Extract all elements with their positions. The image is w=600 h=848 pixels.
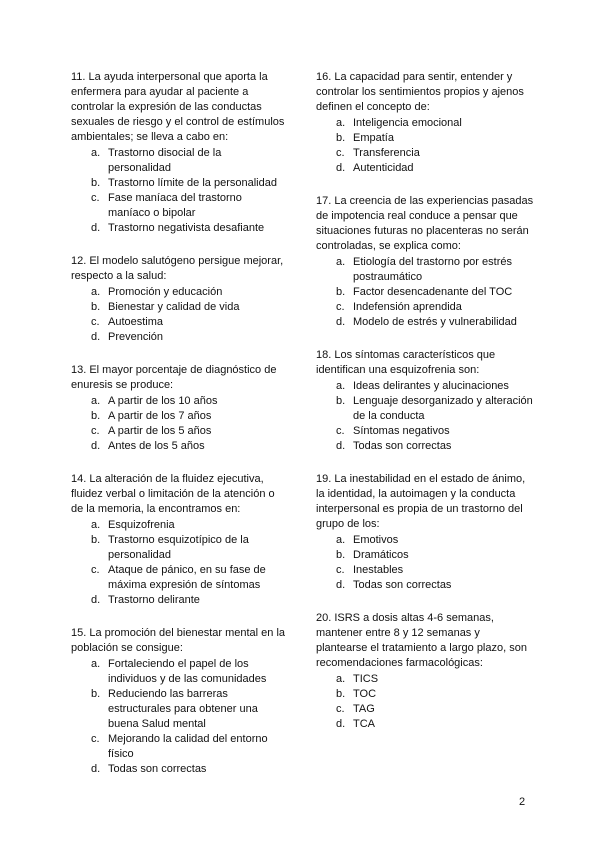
question-text: 16. La capacidad para sentir, entender y controlar los sentimientos propios y ajenos definen el concepto de:	[316, 71, 524, 113]
option-letter: a.	[91, 519, 101, 531]
question-text: 17. La creencia de las experiencias pasadas de impotencia real conduce a pensar que situaciones futuras no placenteras no serán controladas, se explica como:	[316, 195, 534, 252]
page-number: 2	[519, 796, 526, 808]
option-letter: a.	[91, 395, 101, 407]
question-text: 15. La promoción del bienestar mental en la población se consigue:	[71, 627, 286, 654]
option-letter: c.	[336, 147, 345, 159]
option-text: Lenguaje desorganizado y alteración de la conducta	[353, 395, 533, 422]
option-letter: d.	[336, 162, 346, 174]
option-text: Mejorando la calidad del entorno físico	[108, 733, 268, 760]
answer-option	[91, 657, 286, 687]
option-text: Esquizofrenia	[108, 519, 175, 531]
answer-option	[336, 116, 534, 131]
option-list	[316, 379, 534, 454]
option-letter: d.	[91, 331, 101, 343]
answer-option	[336, 672, 534, 687]
answer-option	[91, 300, 286, 315]
question-text: 19. La inestabilidad en el estado de ánimo, la identidad, la autoimagen y la conducta interpersonal es propia de un trastorno del grupo de los:	[316, 473, 526, 530]
option-list	[316, 672, 534, 732]
option-letter: d.	[91, 763, 101, 775]
option-letter: b.	[91, 301, 101, 313]
question-text: 11. La ayuda interpersonal que aporta la enfermera para ayudar al paciente a controlar la expresión de las conductas sexuales de riesgo y el control de estímulos ambientales; se lleva a cabo en:	[71, 71, 285, 143]
answer-option	[91, 285, 286, 300]
answer-option	[91, 687, 286, 732]
option-text: TOC	[353, 688, 377, 700]
option-letter: a.	[336, 534, 346, 546]
option-text: A partir de los 10 años	[108, 395, 218, 407]
option-text: Autenticidad	[353, 162, 414, 174]
option-text: Dramáticos	[353, 549, 409, 561]
option-letter: a.	[336, 117, 346, 129]
answer-option	[91, 394, 286, 409]
option-text: Emotivos	[353, 534, 399, 546]
answer-option	[336, 146, 534, 161]
option-text: TAG	[353, 703, 375, 715]
option-text: Prevención	[108, 331, 164, 343]
answer-option	[336, 394, 534, 424]
option-list	[71, 394, 286, 454]
answer-option	[91, 593, 286, 608]
question-text: 13. El mayor porcentaje de diagnóstico de enuresis se produce:	[71, 364, 277, 391]
option-list	[71, 518, 286, 608]
answer-option	[336, 131, 534, 146]
question	[71, 254, 286, 345]
option-letter: a.	[336, 380, 346, 392]
option-text: Etiología del trastorno por estrés postraumático	[353, 256, 512, 283]
option-text: Factor desencadenante del TOC	[353, 286, 513, 298]
option-text: Bienestar y calidad de vida	[108, 301, 240, 313]
question	[71, 363, 286, 454]
option-letter: c.	[336, 301, 345, 313]
answer-option	[91, 221, 286, 236]
question-text: 18. Los síntomas característicos que identifican una esquizofrenia son:	[316, 349, 496, 376]
option-text: Todas son correctas	[108, 763, 207, 775]
option-text: Autoestima	[108, 316, 164, 328]
answer-option	[91, 762, 286, 777]
option-text: Trastorno disocial de la personalidad	[108, 147, 222, 174]
option-letter: a.	[91, 658, 101, 670]
answer-option	[91, 146, 286, 176]
option-list	[316, 116, 534, 176]
option-text: Reduciendo las barreras estructurales para obtener una buena Salud mental	[108, 688, 258, 730]
question-text: 20. ISRS a dosis altas 4-6 semanas, mantener entre 8 y 12 semanas y plantearse el tratamiento a largo plazo, son recomendaciones farmacológicas:	[316, 612, 527, 669]
option-letter: c.	[336, 425, 345, 437]
option-list	[316, 255, 534, 330]
option-text: Inteligencia emocional	[353, 117, 462, 129]
option-text: Ataque de pánico, en su fase de máxima expresión de síntomas	[108, 564, 266, 591]
option-letter: c.	[91, 564, 100, 576]
option-text: Empatía	[353, 132, 394, 144]
option-text: A partir de los 5 años	[108, 425, 212, 437]
question	[316, 194, 534, 330]
option-letter: d.	[91, 222, 101, 234]
right-column	[316, 70, 534, 750]
option-text: Trastorno esquizotípico de la personalidad	[108, 534, 249, 561]
question	[71, 472, 286, 608]
option-text: Fortaleciendo el papel de los individuos y de las comunidades	[108, 658, 267, 685]
question	[316, 472, 534, 593]
answer-option	[336, 255, 534, 285]
answer-option	[336, 379, 534, 394]
question-text: 12. El modelo salutógeno persigue mejorar, respecto a la salud:	[71, 255, 284, 282]
option-letter: b.	[336, 688, 346, 700]
option-text: Trastorno delirante	[108, 594, 200, 606]
option-letter: c.	[91, 316, 100, 328]
option-letter: b.	[336, 132, 346, 144]
option-letter: b.	[91, 410, 101, 422]
option-letter: c.	[336, 703, 345, 715]
question	[316, 70, 534, 176]
option-letter: a.	[336, 256, 346, 268]
option-letter: d.	[336, 316, 346, 328]
option-letter: a.	[91, 147, 101, 159]
answer-option	[336, 285, 534, 300]
option-list	[71, 146, 286, 236]
option-text: Trastorno límite de la personalidad	[108, 177, 277, 189]
question-text: 14. La alteración de la fluidez ejecutiva, fluidez verbal o limitación de la atención o de la memoria, la encontramos en:	[71, 473, 275, 515]
option-text: Todas son correctas	[353, 440, 452, 452]
answer-option	[91, 439, 286, 454]
answer-option	[336, 315, 534, 330]
option-text: Todas son correctas	[353, 579, 452, 591]
option-letter: d.	[91, 440, 101, 452]
option-letter: d.	[336, 579, 346, 591]
question	[71, 626, 286, 777]
option-list	[71, 285, 286, 345]
question	[316, 348, 534, 454]
left-column	[71, 70, 286, 795]
option-text: A partir de los 7 años	[108, 410, 212, 422]
answer-option	[336, 424, 534, 439]
answer-option	[336, 687, 534, 702]
option-letter: d.	[336, 718, 346, 730]
answer-option	[336, 702, 534, 717]
answer-option	[336, 548, 534, 563]
option-letter: c.	[91, 425, 100, 437]
answer-option	[91, 533, 286, 563]
answer-option	[336, 161, 534, 176]
option-text: Ideas delirantes y alucinaciones	[353, 380, 509, 392]
answer-option	[91, 176, 286, 191]
option-text: Inestables	[353, 564, 404, 576]
option-letter: a.	[91, 286, 101, 298]
option-list	[71, 657, 286, 777]
answer-option	[91, 518, 286, 533]
answer-option	[91, 424, 286, 439]
option-letter: d.	[91, 594, 101, 606]
question	[316, 611, 534, 732]
option-letter: c.	[336, 564, 345, 576]
question	[71, 70, 286, 236]
option-text: Indefensión aprendida	[353, 301, 462, 313]
answer-option	[91, 191, 286, 221]
option-text: TCA	[353, 718, 375, 730]
option-letter: b.	[336, 549, 346, 561]
answer-option	[91, 315, 286, 330]
option-letter: c.	[91, 733, 100, 745]
option-text: Trastorno negativista desafiante	[108, 222, 265, 234]
option-letter: c.	[91, 192, 100, 204]
option-text: Fase maníaca del trastorno maníaco o bipolar	[108, 192, 242, 219]
option-letter: b.	[91, 177, 101, 189]
answer-option	[336, 300, 534, 315]
option-letter: d.	[336, 440, 346, 452]
option-text: Antes de los 5 años	[108, 440, 205, 452]
answer-option	[336, 578, 534, 593]
answer-option	[91, 732, 286, 762]
option-text: Modelo de estrés y vulnerabilidad	[353, 316, 517, 328]
answer-option	[91, 563, 286, 593]
answer-option	[91, 409, 286, 424]
option-text: TICS	[353, 673, 379, 685]
answer-option	[336, 717, 534, 732]
answer-option	[336, 439, 534, 454]
option-list	[316, 533, 534, 593]
answer-option	[336, 533, 534, 548]
answer-option	[336, 563, 534, 578]
answer-option	[91, 330, 286, 345]
option-letter: b.	[91, 534, 101, 546]
option-text: Transferencia	[353, 147, 420, 159]
option-letter: b.	[336, 286, 346, 298]
option-letter: a.	[336, 673, 346, 685]
option-letter: b.	[336, 395, 346, 407]
option-text: Promoción y educación	[108, 286, 223, 298]
option-text: Síntomas negativos	[353, 425, 450, 437]
option-letter: b.	[91, 688, 101, 700]
